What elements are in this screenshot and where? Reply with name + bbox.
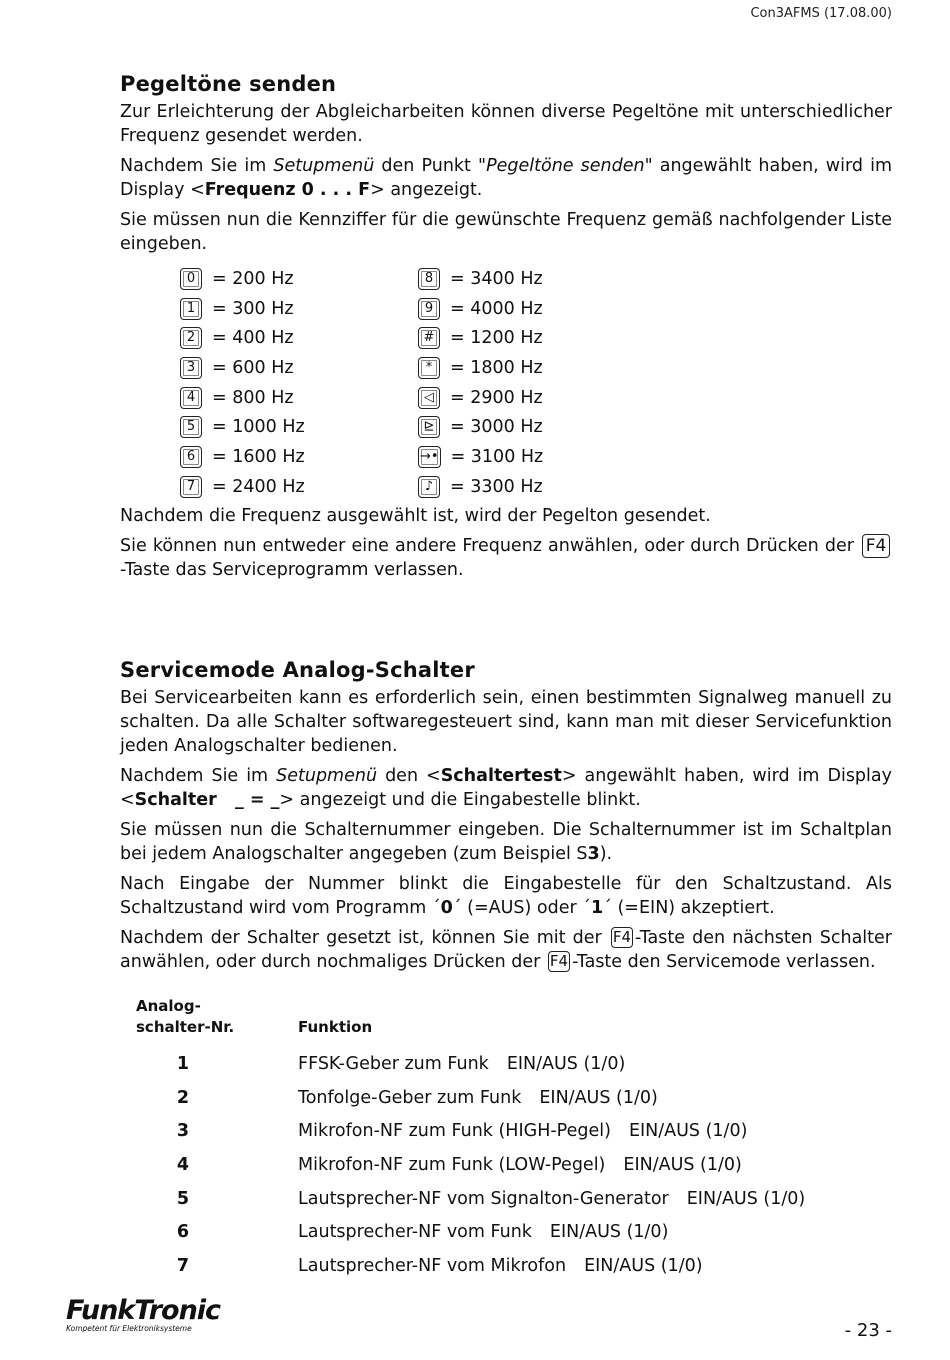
text: den Punkt " — [374, 156, 487, 176]
keypad-key-icon: 3 — [180, 357, 202, 379]
text: Nachdem der Schalter gesetzt ist, können Sie mit der — [120, 927, 609, 948]
logo-tagline: Kompetent für Elektroniksysteme — [66, 1324, 192, 1333]
frequency-value: = 3100 Hz — [450, 446, 544, 467]
section-title-pegeltoene: Pegeltöne senden — [120, 72, 337, 96]
frequency-value: = 3000 Hz — [450, 417, 543, 438]
function-text: Lautsprecher-NF vom Mikrofon — [298, 1255, 567, 1276]
frequency-row — [416, 294, 654, 324]
frequency-value: = 2400 Hz — [212, 476, 305, 497]
frequency-row — [416, 353, 654, 383]
f4-key-icon: F4 — [612, 928, 632, 946]
frequency-value: = 1200 Hz — [450, 328, 543, 349]
keypad-key-icon: 1 — [180, 298, 202, 320]
frequency-row — [178, 264, 416, 294]
text: Sie müssen nun die Schalternummer eingeben. Die Schalternummer ist im Schaltplan bei jedem Analogschalter angegeben (zum Beispiel S — [120, 819, 892, 864]
text: Nachdem Sie im — [120, 765, 277, 786]
frequency-value: = 3300 Hz — [450, 476, 543, 497]
function-text: Lautsprecher-NF vom Funk — [298, 1222, 532, 1243]
bold-text: 0 — [440, 897, 453, 918]
keypad-key-icon: 5 — [180, 416, 202, 438]
state-text: EIN/AUS (1/0) — [506, 1054, 626, 1075]
keypad-key-icon: ◁ — [418, 387, 440, 409]
switch-number: 5 — [176, 1188, 190, 1209]
keypad-key-icon: * — [418, 357, 440, 379]
frequency-value: = 200 Hz — [212, 268, 294, 289]
state-text: EIN/AUS (1/0) — [686, 1188, 806, 1209]
page-content — [120, 72, 892, 1283]
switch-table — [120, 996, 892, 1283]
text: den < — [377, 765, 441, 786]
text: > angezeigt. — [370, 180, 483, 200]
switch-function — [298, 1222, 668, 1242]
state-text: EIN/AUS (1/0) — [549, 1222, 669, 1243]
frequency-column-left — [178, 264, 416, 502]
switch-function — [298, 1256, 703, 1276]
text: ´ (=EIN) akzeptiert. — [603, 897, 775, 918]
keypad-key-icon: 2 — [180, 327, 202, 349]
column-header-nr — [120, 996, 298, 1038]
frequency-value: = 2900 Hz — [450, 387, 543, 408]
text: " angewählt haben, wird im Display < — [120, 156, 892, 200]
frequency-row — [178, 353, 416, 383]
switch-function — [298, 1121, 747, 1141]
switch-function — [298, 1189, 805, 1209]
frequency-value: = 300 Hz — [212, 298, 294, 319]
switch-function — [298, 1088, 658, 1108]
frequency-value: = 1600 Hz — [212, 446, 305, 467]
frequency-row — [178, 472, 416, 502]
frequency-value: = 600 Hz — [212, 357, 294, 378]
table-row — [120, 1048, 892, 1082]
keypad-key-icon: 8 — [418, 268, 440, 290]
keypad-key-icon: 4 — [180, 387, 202, 409]
keypad-key-icon: 9 — [418, 298, 440, 320]
table-row — [120, 1148, 892, 1182]
keypad-key-icon: 6 — [180, 446, 202, 468]
paragraph — [120, 872, 892, 920]
paragraph — [120, 818, 892, 866]
frequency-value: = 400 Hz — [212, 328, 294, 349]
paragraph: Bei Servicearbeiten kann es erforderlich sein, einen bestimmten Signalweg manuell zu schalten. Da alle Schalter softwaregesteuert sind, kann man mit dieser Servicefunktion jeden Analogschalter bedienen. — [120, 687, 892, 756]
frequency-row — [416, 442, 654, 472]
paragraph — [120, 764, 892, 812]
display-text: Frequenz 0 . . . F — [204, 180, 371, 200]
function-text: Tonfolge-Geber zum Funk — [298, 1087, 522, 1108]
switch-number: 3 — [176, 1121, 190, 1142]
text: > angezeigt und die Eingabestelle blinkt. — [279, 789, 641, 810]
frequency-row — [416, 412, 654, 442]
paragraph: Nachdem die Frequenz ausgewählt ist, wird der Pegelton gesendet. — [120, 505, 711, 526]
table-row — [120, 1249, 892, 1283]
frequency-value: = 1000 Hz — [212, 417, 305, 438]
state-text: EIN/AUS (1/0) — [623, 1155, 742, 1176]
switch-number: 6 — [176, 1222, 190, 1243]
keypad-key-icon: # — [418, 327, 440, 349]
function-text: FFSK-Geber zum Funk — [298, 1054, 489, 1075]
header-line: schalter-Nr. — [136, 1017, 235, 1036]
keypad-key-icon: 7 — [180, 476, 202, 498]
frequency-row — [416, 472, 654, 502]
keypad-key-icon: ♪ — [418, 476, 440, 498]
switch-function — [298, 1155, 742, 1175]
state-text: EIN/AUS (1/0) — [628, 1121, 748, 1142]
column-header-function: Funktion — [298, 1017, 373, 1036]
logo-text: FunkTronic — [66, 1295, 221, 1326]
table-row — [120, 1081, 892, 1115]
frequency-row — [178, 442, 416, 472]
page-number: - 23 - — [844, 1320, 892, 1341]
frequency-list — [178, 264, 892, 502]
frequency-row — [178, 412, 416, 442]
frequency-row — [178, 383, 416, 413]
text: -Taste den Servicemode verlassen. — [572, 951, 876, 972]
menu-name: Setupmenü — [273, 156, 375, 176]
switch-number: 1 — [176, 1054, 190, 1075]
funktronic-logo — [66, 1295, 220, 1333]
text: Sie können nun entweder eine andere Frequenz anwählen, oder durch Drücken der — [120, 535, 860, 556]
paragraph: Sie müssen nun die Kennziffer für die gewünschte Frequenz gemäß nachfolgender Liste eingeben. — [120, 210, 892, 254]
bold-text: 1 — [590, 897, 604, 918]
menu-item-name: Schaltertest — [440, 765, 562, 786]
text: -Taste den nächsten Schalter anwählen, oder durch nochmaliges Drücken der — [120, 927, 892, 972]
keypad-key-icon: 0 — [180, 268, 202, 290]
table-row — [120, 1115, 892, 1149]
switch-function — [298, 1054, 625, 1074]
frequency-row — [178, 323, 416, 353]
switch-number: 2 — [176, 1087, 190, 1108]
text: > angewählt haben, wird im Display < — [120, 765, 892, 810]
header-line: Analog- — [136, 996, 201, 1015]
switch-number: 7 — [176, 1255, 190, 1276]
paragraph — [120, 154, 892, 202]
frequency-value: = 800 Hz — [212, 387, 294, 408]
switch-number: 4 — [176, 1155, 190, 1176]
text: ´ (=AUS) oder ´ — [452, 897, 591, 918]
state-text: EIN/AUS (1/0) — [584, 1255, 703, 1276]
frequency-value: = 3400 Hz — [450, 268, 543, 289]
table-row — [120, 1215, 892, 1249]
text: Nachdem Sie im — [120, 156, 274, 176]
function-text: Mikrofon-NF zum Funk (LOW-Pegel) — [298, 1155, 606, 1176]
table-body — [120, 1048, 892, 1283]
text: -Taste das Serviceprogramm verlassen. — [120, 559, 464, 580]
state-text: EIN/AUS (1/0) — [539, 1087, 658, 1108]
table-row — [120, 1182, 892, 1216]
frequency-value: = 4000 Hz — [450, 298, 543, 319]
keypad-key-icon: →• — [418, 446, 441, 468]
paragraph — [120, 534, 892, 582]
f4-key-icon: F4 — [862, 534, 890, 558]
table-header — [120, 996, 892, 1038]
function-text: Lautsprecher-NF vom Signalton-Generator — [298, 1188, 669, 1209]
f4-key-icon: F4 — [549, 952, 569, 970]
frequency-column-right — [416, 264, 654, 502]
bold-text: 3 — [587, 843, 600, 864]
frequency-row — [416, 264, 654, 294]
frequency-row — [416, 383, 654, 413]
frequency-row — [416, 323, 654, 353]
display-text: Schalter _ = _ — [134, 789, 280, 810]
document-id: Con3AFMS (17.08.00) — [750, 6, 892, 21]
function-text: Mikrofon-NF zum Funk (HIGH-Pegel) — [298, 1121, 611, 1142]
text: Nach Eingabe der Nummer blinkt die Eingabestelle für den Schaltzustand. Als Schaltzustand wird vom Programm ´ — [120, 873, 892, 918]
paragraph — [120, 926, 892, 974]
paragraph: Zur Erleichterung der Abgleicharbeiten können diverse Pegeltöne mit unterschiedlicher Frequenz gesendet werden. — [120, 102, 892, 146]
section-title-servicemode: Servicemode Analog-Schalter — [120, 657, 475, 682]
frequency-row — [178, 294, 416, 324]
text: ). — [599, 843, 613, 864]
menu-item-name: Pegeltöne senden — [486, 156, 645, 176]
keypad-key-icon: ⊵ — [418, 416, 440, 438]
menu-name: Setupmenü — [276, 765, 378, 786]
frequency-value: = 1800 Hz — [450, 357, 543, 378]
